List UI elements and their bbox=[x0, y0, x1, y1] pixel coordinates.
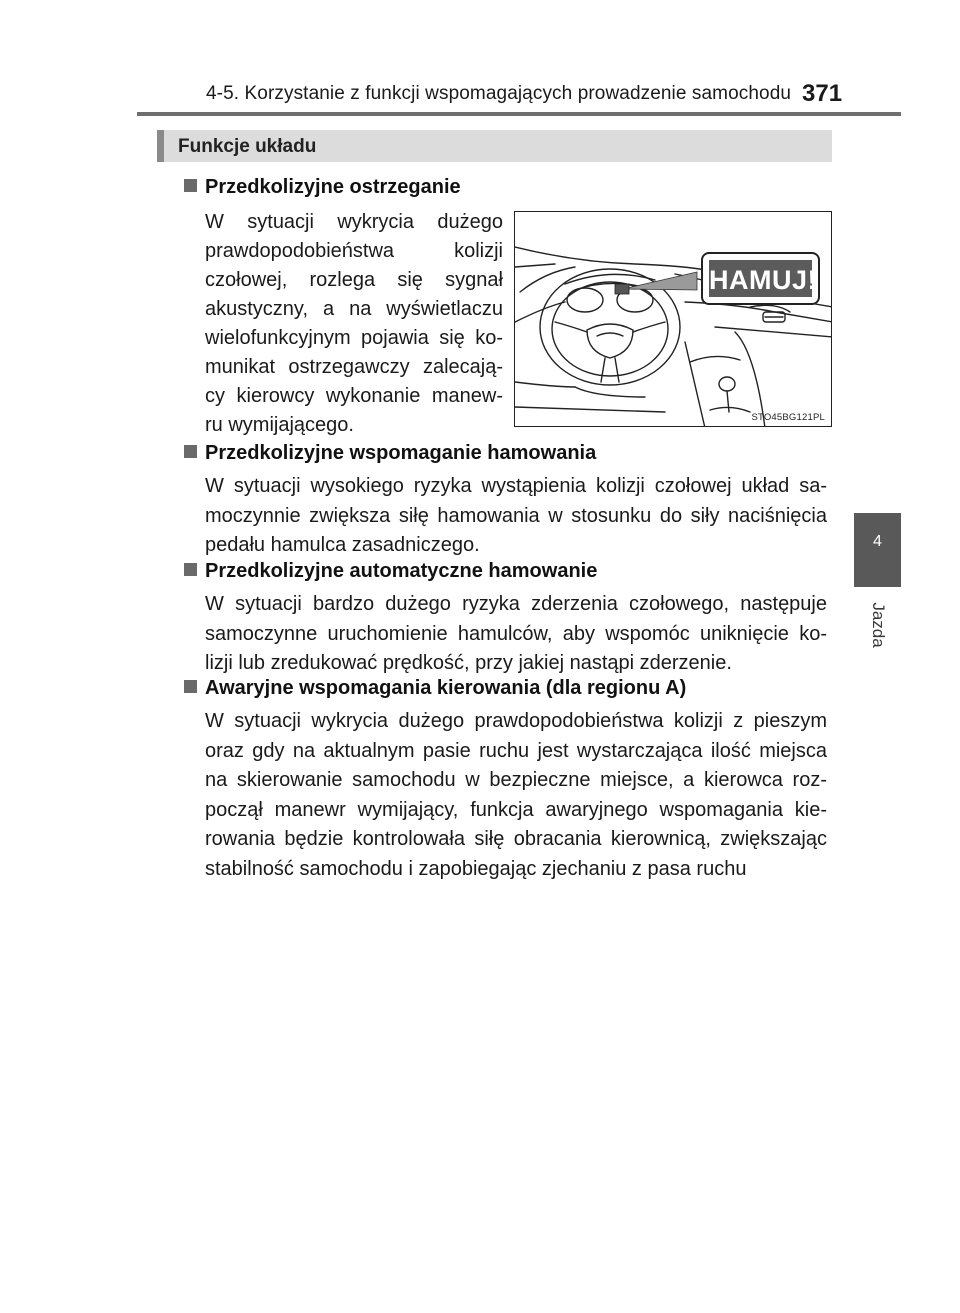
display-callout bbox=[701, 252, 820, 305]
item-heading-text: Przedkolizyjne automatyczne hamowanie bbox=[205, 560, 598, 582]
section-title-bar bbox=[157, 130, 832, 162]
item-heading-emergency-steering-assist bbox=[184, 677, 686, 700]
item-heading-text: Awaryjne wspomagania kierowania (dla regionu A) bbox=[205, 677, 687, 699]
chapter-number: 4 bbox=[873, 533, 882, 550]
chapter-label-container bbox=[856, 595, 900, 655]
chapter-tab[interactable] bbox=[854, 513, 901, 587]
page-number: 371 bbox=[802, 80, 843, 107]
item-body-precollision-brake-assist bbox=[205, 472, 827, 561]
text-line: W sytuacji bardzo dużego ryzyka zderzenia czołowego, następuje bbox=[205, 593, 827, 615]
text-line: na skierowanie samochodu w bezpieczne miejsce, a kierowca roz- bbox=[205, 769, 827, 791]
text-line: W sytuacji wysokiego ryzyka wystąpienia kolizji czołowej układ sa- bbox=[205, 475, 827, 497]
text-line: lizji lub zredukować prędkość, przy jakiej nastąpi zderzenie. bbox=[205, 652, 732, 674]
text-line: ru wymijającego. bbox=[205, 414, 354, 436]
text-line: akustyczny, a na wyświetlaczu bbox=[205, 298, 503, 320]
item-heading-text: Przedkolizyjne wspomaganie hamowania bbox=[205, 442, 597, 464]
dashboard-drawing bbox=[515, 212, 832, 427]
text-line: W sytuacji wykrycia dużego prawdopodobieństwa kolizji z pieszym bbox=[205, 710, 827, 732]
text-line: munikat ostrzegawczy zalecają- bbox=[205, 356, 503, 378]
chapter-label: Jazda bbox=[869, 602, 888, 648]
item-body-precollision-warning bbox=[205, 208, 503, 440]
dashboard-illustration bbox=[514, 211, 832, 427]
figure-code: STO45BG121PL bbox=[751, 412, 825, 423]
item-heading-precollision-brake-assist bbox=[184, 442, 596, 465]
header-divider bbox=[137, 112, 901, 116]
bullet-square-icon bbox=[184, 445, 197, 458]
text-line: oraz gdy na aktualnym pasie ruchu jest wystarczająca ilość miejsca bbox=[205, 739, 827, 762]
text-line: samoczynne uruchomienie hamulców, aby wspomóc uniknięcie ko- bbox=[205, 622, 827, 645]
text-line: wielofunkcyjnym pojawia się ko- bbox=[205, 327, 503, 349]
item-heading-text: Przedkolizyjne ostrzeganie bbox=[205, 176, 461, 198]
item-body-precollision-auto-brake bbox=[205, 590, 827, 679]
text-line: cy kierowcy wykonanie manew- bbox=[205, 385, 503, 407]
bullet-square-icon bbox=[184, 680, 197, 693]
text-line: pedału hamulca zasadniczego. bbox=[205, 534, 480, 556]
text-line: prawdopodobieństwa kolizji bbox=[205, 240, 503, 262]
text-line: W sytuacji wykrycia dużego bbox=[205, 211, 503, 233]
bullet-square-icon bbox=[184, 179, 197, 192]
text-line: czołowej, rozlega się sygnał bbox=[205, 269, 503, 291]
display-message-text: HAMUJ! bbox=[709, 265, 817, 295]
text-line: rowania będzie kontrolowała siłę obracania kierownicą, zwiększając bbox=[205, 828, 827, 850]
item-heading-precollision-auto-brake bbox=[184, 560, 597, 583]
display-message-panel bbox=[709, 260, 817, 297]
running-header: 4-5. Korzystanie z funkcji wspomagających prowadzenie samochodu bbox=[206, 83, 792, 104]
text-line: począł manewr wymijający, funkcja awaryjnego wspomagania kie- bbox=[205, 798, 827, 821]
item-body-emergency-steering-assist bbox=[205, 707, 827, 884]
section-title: Funkcje układu bbox=[178, 136, 317, 157]
text-line: stabilność samochodu i zapobiegając zjechaniu z pasa ruchu bbox=[205, 857, 747, 880]
item-heading-precollision-warning bbox=[184, 176, 461, 199]
text-line: moczynnie zwiększa siłę hamowania w stosunku do siły naciśnięcia bbox=[205, 504, 827, 527]
bullet-square-icon bbox=[184, 563, 197, 576]
